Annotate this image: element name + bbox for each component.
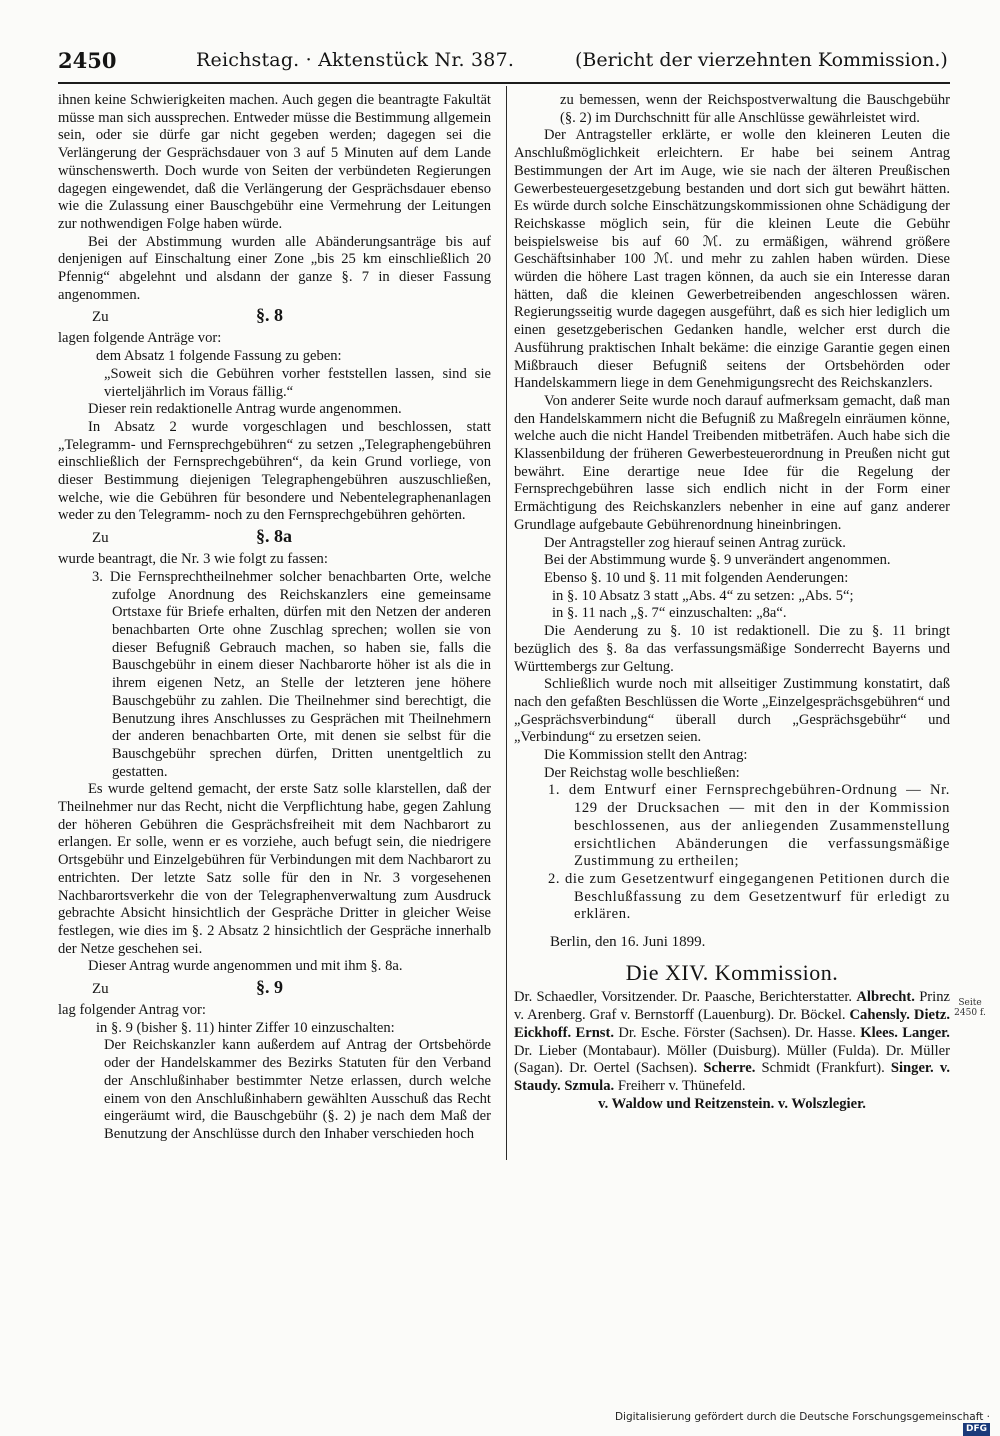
paragraph: Die Kommission stellt den Antrag:	[544, 747, 748, 764]
paragraph: Bei der Abstimmung wurden alle Abänderungsanträge bis auf denjenigen auf Einschaltung einer Zone „bis 25 km einschließlich 20 Pfennig“ abgelehnt und alsdann der ganze §. 7 in dieser Fassung angenommen.	[58, 233, 491, 303]
page-header	[58, 46, 950, 76]
right-column	[514, 92, 950, 1113]
member: Müller (Fulda).	[786, 1042, 880, 1059]
section-heading-8	[58, 307, 491, 329]
resolution-item-1: 1. dem Entwurf einer Fernsprechgebühren-Ordnung — Nr. 129 der Drucksachen — mit den in der Kommission beschlossenen, aus der anliegenden Zusammenstellung ersichtlichen Abänderungen die verfassungsmäßige Zustimmung zu ertheilen;	[548, 782, 950, 870]
member: Dr. Hasse.	[794, 1024, 856, 1041]
footer-text: Digitalisierung gefördert durch die Deutsche Forschungsgemeinschaft ·	[614, 1411, 990, 1423]
member: Singer.	[890, 1060, 934, 1077]
signature-date: Berlin, den 16. Juni 1899.	[550, 934, 706, 951]
paragraph: dem Absatz 1 folgende Fassung zu geben:	[96, 348, 342, 365]
member: v. Wolszlegier.	[777, 1095, 866, 1112]
member: Ernst.	[575, 1024, 614, 1041]
paragraph: Von anderer Seite wurde noch darauf aufmerksam gemacht, daß man den Handelskammern nicht die Befugniß zu Maßregeln einräumen könne, welche auch die nicht Handel Treibenden mitbeträfen. Auch habe sich die Klassenbildung der früheren Gewerbesteuerordnung in Preußen nicht gut bewährt. Eine derartige neue Idee für die Regelung der Fernsprechgebühren lasse sich endlich nicht in der Form einer Ermächtigung des Reichskanzlers nebenher in eine auf ganz anderer Grundlage aufgebaute Gebührenordnung hineinbringen.	[514, 392, 950, 533]
quoted-text: Der Reichskanzler kann außerdem auf Antrag der Ortsbehörde oder der Handelskammer des Bezirks Statuten für den Verband der Anschlußinhaber bestimmter Netze erlassen, durch welche einem von den Anschlußinhabern gewählten Ausschuß das Recht eingeräumt wird, die Bauschgebühr (§. 2) je nach dem Maß der Benutzung der Anschlüsse durch den Inhaber verschieden hoch	[104, 1037, 491, 1142]
paragraph: Die Aenderung zu §. 10 ist redaktionell. Die zu §. 11 bringt bezüglich des §. 8a das verfassungsmäßige Sonderrecht Bayerns und Württembergs zur Geltung.	[514, 623, 950, 675]
amendment-line: in §. 11 nach „§. 7“ einzuschalten: „8a“.	[552, 605, 787, 622]
amendment-line: in §. 10 Absatz 3 statt „Abs. 4“ zu setzen: „Abs. 5“;	[552, 587, 854, 604]
quoted-text: zu bemessen, wenn der Reichspostverwaltung die Bauschgebühr (§. 2) im Durchschnitt für alle Anschlüsse gewährleistet wird.	[560, 92, 950, 126]
header-title: Reichstag. · Aktenstück Nr. 387.	[196, 49, 515, 71]
member: Cahensly.	[849, 1007, 910, 1024]
member: Szmula.	[564, 1077, 615, 1094]
paragraph: in §. 9 (bisher §. 11) hinter Ziffer 10 einzuschalten:	[96, 1019, 395, 1036]
section-number: §. 8a	[256, 526, 292, 547]
member: Eickhoff.	[514, 1024, 572, 1041]
member: Dr. Müller (Sagan).	[514, 1042, 950, 1077]
quoted-text: „Soweit sich die Gebühren vorher feststellen lassen, sind sie vierteljährlich im Voraus fällig.“	[104, 365, 491, 400]
paragraph: Bei der Abstimmung wurde §. 9 unverändert angenommen.	[544, 552, 891, 569]
commission-members	[514, 989, 950, 1113]
member: v. Staudy.	[514, 1060, 950, 1094]
section-number: §. 9	[256, 977, 283, 998]
page-number: 2450	[58, 48, 117, 73]
paragraph: In Absatz 2 wurde vorgeschlagen und beschlossen, statt „Telegramm- und Fernsprechgebühren“ zu setzen „Telegraphengebühren einschließlich der Fernsprechgebühren“, da kein Grund vorliege, von dieser Bestimmung diejenigen Telegraphengebühren auszuschließen, welche, wie die Gebühren für besondere und Nebentelegraphenanlagen weder zu den Telegramm- noch zu den Fernsprechgebühren gehörten.	[58, 418, 491, 524]
member: Klees.	[860, 1024, 898, 1041]
member: Möller (Duisburg).	[666, 1042, 781, 1059]
member: Dietz.	[913, 1007, 950, 1024]
paragraph: ihnen keine Schwierigkeiten machen. Auch gegen die beantragte Fakultät müsse man sich aussprechen. Entweder müsse die Bestimmung allgemein sein, oder sie dürfe gar nicht gegeben werden; dagegen sei die Verlängerung der Gesprächsdauer von 3 auf 5 Minuten auf dem Lande wünschenswerth. Doch wurde von Seiten der verbündeten Regierungen dagegen eingewendet, daß die Verlängerung der Gesprächsdauer ebenso wie die Zulassung einer Bauschgebühr eine Vermehrung der Leitungen zur nothwendigen Folge haben würde.	[58, 92, 491, 232]
section-zu: Zu	[92, 309, 109, 326]
member: Dr. Paasche, Berichterstatter.	[681, 989, 853, 1006]
member: v. Waldow und Reitzenstein.	[598, 1095, 775, 1112]
section-heading-8a	[58, 528, 491, 550]
paragraph: Es wurde geltend gemacht, der erste Satz solle klarstellen, daß der Theilnehmer nur das Recht, nicht die Verpflichtung habe, gegen Zahlung der höheren Gebühren die Gesprächsfreiheit mit dem Nachbarort zu erlangen. Er solle, wenn er es vorziehe, auch befugt sein, die niedrigere Ortsgebühr und Einzelgebühren für Verbindungen mit dem Nachbarort zu entrichten. Der letzte Satz solle für den in Nr. 3 vorgesehenen Nachbarortsverkehr die von der Telegraphenverwaltung zum Ausdruck gebrachte Absicht hinsichtlich der Gespräche Dritter in gleicher Weise festlegen, wie dies im §. 2 Absatz 2 hinsichtlich der Gespräche innerhalb der Netze geschehen sei.	[58, 781, 491, 957]
resolution-item-2: 2. die zum Gesetzentwurf eingegangenen Petitionen durch die Beschlußfassung zu dem Gesetzentwurf für erledigt zu erklären.	[548, 870, 950, 923]
header-rule	[58, 82, 950, 84]
paragraph: wurde beantragt, die Nr. 3 wie folgt zu fassen:	[58, 551, 328, 568]
member: Albrecht.	[856, 989, 915, 1006]
member: Graf v. Bernstorff (Lauenburg).	[589, 1007, 775, 1024]
paragraph: Schließlich wurde noch mit allseitiger Zustimmung konstatirt, daß nach den gefaßten Beschlüssen die Worte „Einzelgesprächsgebühren“ und „Gesprächsverbindung“ überall durch „Gesprächsgebühr“ und „Verbindung“ zu ersetzen seien.	[514, 676, 950, 746]
proposal-item: 3. Die Fernsprechtheilnehmer solcher benachbarten Orte, welche zufolge Anordnung des Reichskanzlers eine gemeinsame Ortstaxe für Briefe erhalten, dürfen mit den Netzen der anderen benachbarten Orte ohne Zuschlag sprechen; wollen sie von dieser Befugniß Gebrauch machen, so haben sie, falls die Bauschgebühr in einem dieser Nachbarorte höher ist als die in ihrem eigenen Netz, an Stelle der letzteren jene höhere Bauschgebühr zu zahlen. Die Theilnehmer sind berechtigt, die Benutzung ihres Anschlusses zu Gesprächen mit Theilnehmern der anderen benachbarten Orte, mit denen sie selbst für die Bauschgebühr sprechen dürfen, Dritten unentgeltlich zu gestatten.	[92, 568, 491, 780]
paragraph: Der Antragsteller erklärte, er wolle den kleineren Leuten die Anschlußmöglichkeit erleichtern. Er habe bei seinem Antrag Bestimmungen der Art im Auge, wie sie nach der älteren Preußischen Gewerbesteuergesetzgebung bestanden und dort sich gut bewährt hätten. Es würde durch solche Einschätzungskommissionen ohne Schädigung der Reichskasse möglich sein, für die kleinen Leute die Gebühr beispielsweise bis auf 60 ℳ. zu ermäßigen, während größere Geschäftsinhaber 100 ℳ. und mehr zu zahlen haben würden. Diese würden die höhere Last tragen können, da auch sie ein Interesse daran hätten, daß die kleinen Gewerbetreibenden angeschlossen wären. Regierungsseitig wurde dagegen ausgeführt, daß es sich hier lediglich um einen gesetzgeberischen Gedanken handle, welcher erst durch die Ausführung praktischen Inhalt bekäme: die einzige Garantie gegen einen Mißbrauch dieser Befugniß seitens der Ortsbehörden oder Handelskammern liege in dem Genehmigungsrecht des Reichskanzlers.	[514, 127, 950, 392]
paragraph: Dieser rein redaktionelle Antrag wurde angenommen.	[88, 401, 402, 418]
dfg-logo: DFG	[963, 1423, 990, 1436]
member: Dr. Lieber (Montabaur).	[514, 1042, 661, 1059]
column-divider	[506, 86, 507, 1160]
paragraph: Der Reichstag wolle beschließen:	[544, 764, 740, 781]
member: Dr. Schaedler, Vorsitzender.	[514, 989, 678, 1006]
commission-title: Die XIV. Kommission.	[625, 959, 839, 985]
member: Langer.	[902, 1024, 950, 1041]
margin-page-reference: Seite 2450 f.	[954, 998, 986, 1018]
footer	[610, 1411, 990, 1434]
section-zu: Zu	[92, 981, 109, 998]
paragraph: lagen folgende Anträge vor:	[58, 330, 222, 347]
section-number: §. 8	[256, 305, 283, 326]
member: Schmidt (Frankfurt).	[761, 1060, 885, 1077]
paragraph: lag folgender Antrag vor:	[58, 1002, 206, 1019]
member: Förster (Sachsen).	[683, 1024, 791, 1041]
section-heading-9	[58, 979, 491, 1001]
member: Dr. Esche.	[618, 1024, 680, 1041]
paragraph: Dieser Antrag wurde angenommen und mit ihm §. 8a.	[88, 958, 403, 975]
header-subtitle: (Bericht der vierzehnten Kommission.)	[575, 49, 948, 71]
paragraph: Ebenso §. 10 und §. 11 mit folgenden Aenderungen:	[544, 569, 849, 586]
member: Dr. Oertel (Sachsen).	[569, 1060, 698, 1077]
member: Scherre.	[703, 1060, 756, 1077]
member: Prinz v. Arenberg.	[514, 989, 950, 1024]
left-column	[58, 92, 491, 1144]
member: Dr. Böckel.	[778, 1007, 846, 1024]
paragraph: Der Antragsteller zog hierauf seinen Antrag zurück.	[544, 534, 846, 551]
section-zu: Zu	[92, 530, 109, 547]
member: Freiherr v. Thünefeld.	[617, 1077, 746, 1094]
